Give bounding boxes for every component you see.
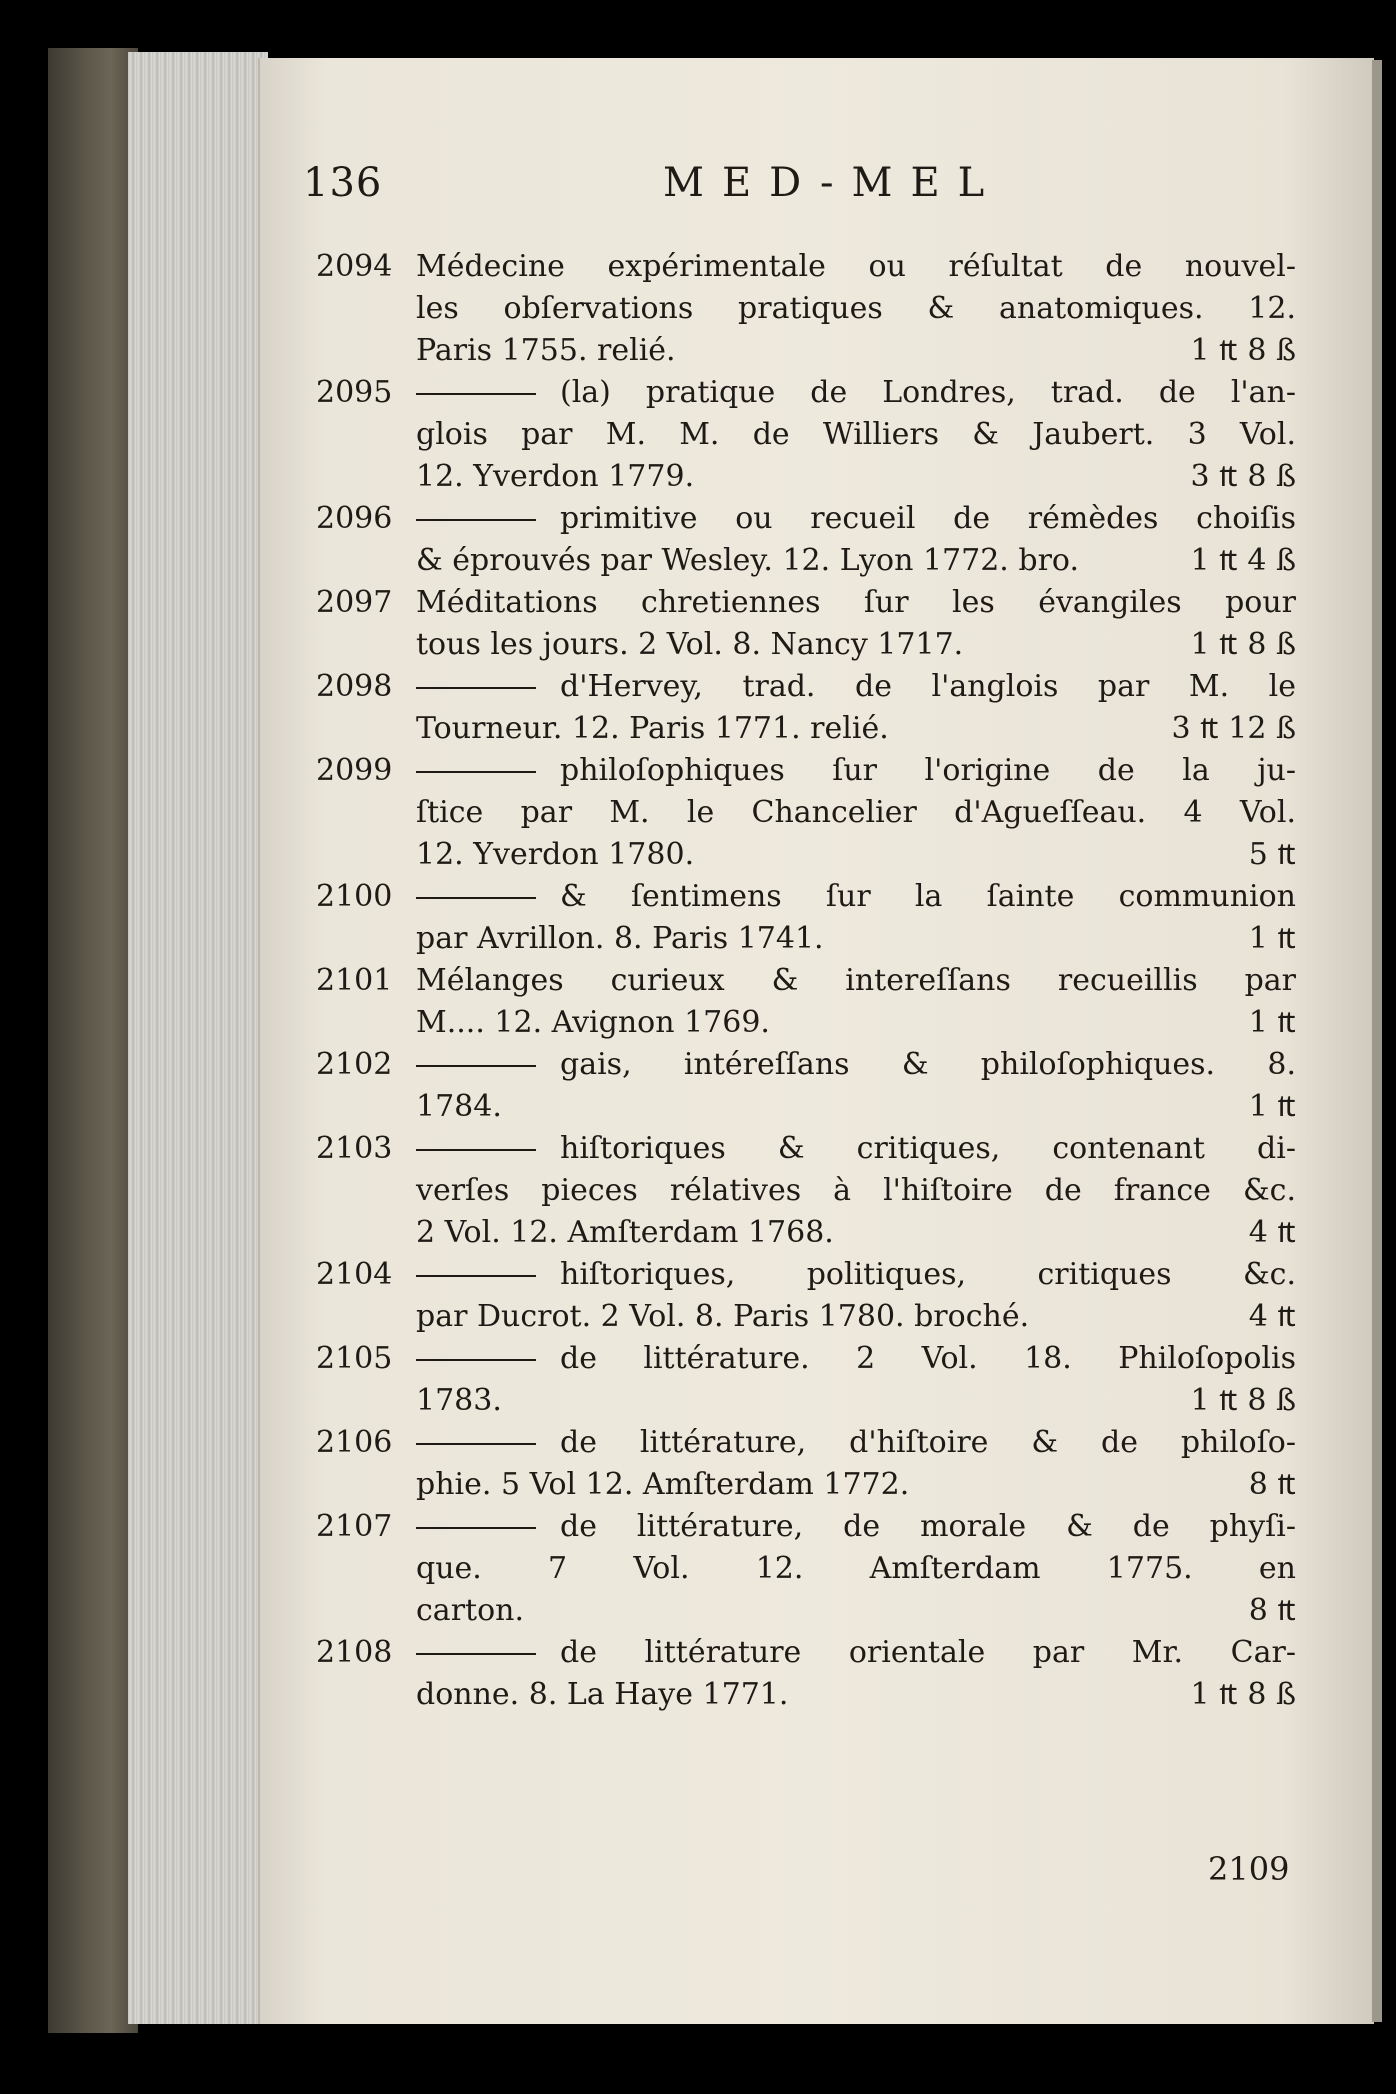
catalogue-entry: [316, 1506, 1296, 1632]
entry-line: [416, 1632, 1296, 1674]
entry-text: donne. 8. La Haye 1771.: [416, 1677, 789, 1712]
ditto-rule: [416, 1653, 536, 1655]
entry-line: [416, 1128, 1296, 1170]
entry-text: hiſtoriques, politiques, critiques &c.: [560, 1257, 1296, 1292]
entry-number: 2094: [316, 249, 393, 284]
entry-text: Mélanges curieux & intereſſans recueillis par: [416, 963, 1296, 998]
section-title: MED-MEL: [663, 160, 1003, 206]
page-gutter: [1372, 60, 1382, 2022]
entry-price: 1 ₶: [1248, 1005, 1296, 1040]
catalogue-entry: [316, 960, 1296, 1044]
entry-text: par Ducrot. 2 Vol. 8. Paris 1780. broché.: [416, 1299, 1030, 1334]
entry-text: phie. 5 Vol 12. Amſterdam 1772.: [416, 1467, 910, 1502]
entry-text: 12. Yverdon 1780.: [416, 837, 695, 872]
entry-line: [416, 498, 1296, 540]
entry-price: 4 ₶: [1248, 1215, 1296, 1250]
entry-price: 1 ₶: [1248, 921, 1296, 956]
catalogue-entry: [316, 1254, 1296, 1338]
entry-text: primitive ou recueil de rémèdes choiſis: [560, 501, 1296, 536]
entry-line: [416, 1296, 1296, 1338]
entry-number: 2095: [316, 375, 393, 410]
catalogue-entry: [316, 582, 1296, 666]
entry-number: 2100: [316, 879, 393, 914]
entry-line: [416, 1086, 1296, 1128]
entry-number: 2102: [316, 1047, 393, 1082]
entry-number: 2101: [316, 963, 393, 998]
entry-text: & ſentimens ſur la ſainte communion: [560, 879, 1296, 914]
entry-text: 12. Yverdon 1779.: [416, 459, 695, 494]
entry-price: 1 ₶ 8 ß: [1190, 1677, 1296, 1712]
entry-price: 3 ₶ 12 ß: [1171, 711, 1296, 746]
entry-price: 8 ₶: [1248, 1467, 1296, 1502]
entry-text: Méditations chretiennes ſur les évangiles pour: [416, 585, 1296, 620]
catalogue-entry: [316, 1338, 1296, 1422]
entry-text: carton.: [416, 1593, 525, 1628]
entry-line: [416, 876, 1296, 918]
entry-line: [416, 960, 1296, 1002]
running-head: [303, 160, 1383, 220]
entry-line: [416, 372, 1296, 414]
entry-line: [416, 414, 1296, 456]
entry-line: [416, 540, 1296, 582]
entry-number: 2106: [316, 1425, 393, 1460]
entry-text: & éprouvés par Wesley. 12. Lyon 1772. bro.: [416, 543, 1079, 578]
ditto-rule: [416, 1359, 536, 1361]
entry-line: [416, 1464, 1296, 1506]
page-number: 136: [303, 160, 383, 206]
ditto-rule: [416, 1527, 536, 1529]
entry-text: ſtice par M. le Chancelier d'Agueſſeau. 4 Vol.: [416, 795, 1296, 830]
entry-price: 4 ₶: [1248, 1299, 1296, 1334]
entry-text: de littérature, de morale & de phyſi-: [560, 1509, 1296, 1544]
entry-line: [416, 246, 1296, 288]
entry-text: M.... 12. Avignon 1769.: [416, 1005, 770, 1040]
catalogue-entry: [316, 246, 1296, 372]
page-edges: [128, 52, 268, 2024]
entry-line: [416, 918, 1296, 960]
entry-line: [416, 1590, 1296, 1632]
entry-text: de littérature. 2 Vol. 18. Philoſopolis: [560, 1341, 1296, 1376]
entry-number: 2103: [316, 1131, 393, 1166]
ditto-rule: [416, 1065, 536, 1067]
entry-line: [416, 288, 1296, 330]
entry-number: 2099: [316, 753, 393, 788]
entry-line: [416, 624, 1296, 666]
entry-line: [416, 456, 1296, 498]
entry-price: 1 ₶ 8 ß: [1190, 627, 1296, 662]
entry-text: Médecine expérimentale ou réſultat de nouvel-: [416, 249, 1296, 284]
entry-text: 2 Vol. 12. Amſterdam 1768.: [416, 1215, 834, 1250]
entry-text: hiſtoriques & critiques, contenant di-: [560, 1131, 1296, 1166]
ditto-rule: [416, 897, 536, 899]
entry-price: 1 ₶ 4 ß: [1190, 543, 1296, 578]
entry-text: 1783.: [416, 1383, 502, 1418]
entry-line: [416, 750, 1296, 792]
entry-line: [416, 708, 1296, 750]
catalogue-entry: [316, 1632, 1296, 1716]
entry-text: philoſophiques ſur l'origine de la ju-: [560, 753, 1296, 788]
entry-line: [416, 1044, 1296, 1086]
catalogue-entry: [316, 1044, 1296, 1128]
ditto-rule: [416, 687, 536, 689]
entry-line: [416, 330, 1296, 372]
entry-text: (la) pratique de Londres, trad. de l'an-: [560, 375, 1296, 410]
entry-line: [416, 1380, 1296, 1422]
entry-line: [416, 582, 1296, 624]
entry-text: tous les jours. 2 Vol. 8. Nancy 1717.: [416, 627, 964, 662]
entry-number: 2104: [316, 1257, 393, 1292]
catalogue-entry: [316, 1422, 1296, 1506]
entry-line: [416, 834, 1296, 876]
entry-text: de littérature, d'hiſtoire & de philoſo-: [560, 1425, 1296, 1460]
catalogue-entry: [316, 666, 1296, 750]
entry-text: verſes pieces rélatives à l'hiſtoire de france &c.: [416, 1173, 1296, 1208]
catalogue-entry: [316, 498, 1296, 582]
entry-line: [416, 792, 1296, 834]
entry-text: les obſervations pratiques & anatomiques. 12.: [416, 291, 1296, 326]
ditto-rule: [416, 1443, 536, 1445]
entry-line: [416, 1506, 1296, 1548]
catchword: 2109: [1208, 1850, 1290, 1888]
entry-line: [416, 1674, 1296, 1716]
entry-line: [416, 1254, 1296, 1296]
entry-text: 1784.: [416, 1089, 502, 1124]
entry-line: [416, 666, 1296, 708]
entry-price: 1 ₶ 8 ß: [1190, 333, 1296, 368]
ditto-rule: [416, 1275, 536, 1277]
entry-number: 2107: [316, 1509, 393, 1544]
entry-price: 8 ₶: [1248, 1593, 1296, 1628]
entry-line: [416, 1212, 1296, 1254]
catalogue-entry: [316, 1128, 1296, 1254]
entry-line: [416, 1548, 1296, 1590]
ditto-rule: [416, 393, 536, 395]
catalogue-entry: [316, 876, 1296, 960]
catalogue-entry: [316, 372, 1296, 498]
entry-line: [416, 1002, 1296, 1044]
entry-price: 1 ₶: [1248, 1089, 1296, 1124]
ditto-rule: [416, 1149, 536, 1151]
entry-line: [416, 1338, 1296, 1380]
catalogue-entry: [316, 750, 1296, 876]
entry-line: [416, 1170, 1296, 1212]
book-cover-edge: [48, 48, 138, 2033]
ditto-rule: [416, 519, 536, 521]
entry-number: 2108: [316, 1635, 393, 1670]
entry-price: 3 ₶ 8 ß: [1190, 459, 1296, 494]
entry-line: [416, 1422, 1296, 1464]
entry-text: glois par M. M. de Williers & Jaubert. 3 Vol.: [416, 417, 1296, 452]
entry-text: d'Hervey, trad. de l'anglois par M. le: [560, 669, 1296, 704]
entry-number: 2096: [316, 501, 393, 536]
catalogue-entries: [316, 246, 1296, 1716]
ditto-rule: [416, 771, 536, 773]
entry-text: par Avrillon. 8. Paris 1741.: [416, 921, 824, 956]
entry-text: gais, intéreſſans & philoſophiques. 8.: [560, 1047, 1296, 1082]
entry-price: 5 ₶: [1248, 837, 1296, 872]
entry-number: 2098: [316, 669, 393, 704]
entry-number: 2097: [316, 585, 393, 620]
entry-price: 1 ₶ 8 ß: [1190, 1383, 1296, 1418]
entry-text: que. 7 Vol. 12. Amſterdam 1775. en: [416, 1551, 1296, 1586]
entry-text: Paris 1755. relié.: [416, 333, 676, 368]
entry-text: Tourneur. 12. Paris 1771. relié.: [416, 711, 889, 746]
entry-text: de littérature orientale par Mr. Car-: [560, 1635, 1296, 1670]
entry-number: 2105: [316, 1341, 393, 1376]
